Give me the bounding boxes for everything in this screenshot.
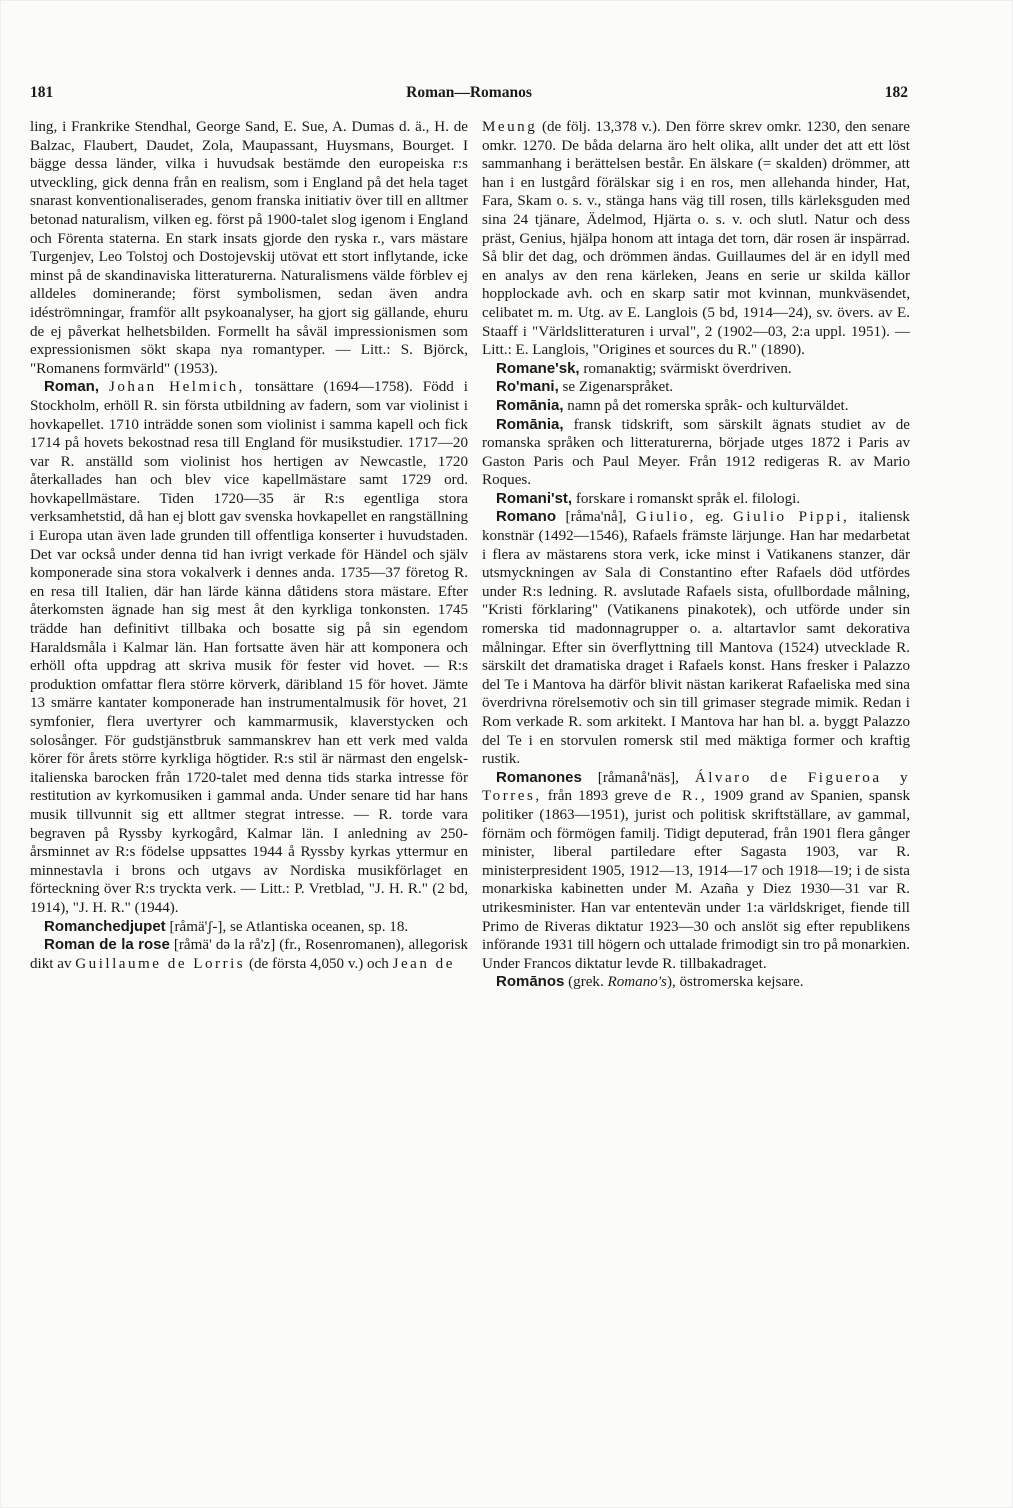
- headword: Ro'mani,: [496, 378, 559, 396]
- italic-term: Romano's: [607, 974, 667, 991]
- headword: Romano: [496, 508, 556, 526]
- article-romanones: [482, 769, 910, 974]
- article-romanist: [482, 490, 910, 509]
- article-text: [råma'nå],: [556, 509, 637, 526]
- header-title: Roman—Romanos: [406, 84, 532, 101]
- article-text: namn på det romerska språk- och kulturväldet.: [563, 397, 849, 414]
- headword: Roman,: [44, 378, 100, 396]
- headword: Romanones: [496, 768, 582, 786]
- person-name: Johan Helmich,: [108, 379, 245, 396]
- headword: Romanchedjupet: [44, 917, 166, 935]
- article-romania-2: [482, 416, 910, 490]
- article-romanos: [482, 973, 910, 992]
- article-text: [råmanå'näs],: [581, 769, 695, 786]
- article-text: forskare i romanskt språk el. filologi.: [572, 490, 801, 507]
- article-text: [råmä' də la rå'z] (fr., Rosenromanen), allegorisk dikt av: [30, 937, 468, 972]
- article-text: 1909 grand av Spanien, spansk politiker (1863—1951), jurist och politisk skriftställare, av gammal, förnäm och förmögen familj. Tidigt deputerad, från 1901 flera gånger minister, liberal partiledare efter Sagasta 1903, var R. ministerpresident 1905, 1912—13, 1914—17 och 1918—19; i de sista monarkiska kabinetten under M. Azaña y Diez 1930—31 var R. utrikesminister. Han var ententevän under 1:a världskriget, fiende till Primo de Riveras diktatur 1923—30 och anslöt sig efter republikens införande 1931 till högern och uttalade frimodigt sin tro på monarkien. Under Francos diktatur levde R. tillbakadraget.: [482, 788, 910, 972]
- person-name: Giulio Pippi,: [733, 509, 850, 526]
- article-roman-johan-helmich: [30, 378, 468, 917]
- article-text: (de första 4,050 v.) och: [245, 955, 393, 972]
- running-header: [30, 84, 908, 108]
- article-text: romanaktig; svärmiskt överdriven.: [579, 360, 792, 377]
- person-name: Giulio,: [636, 509, 696, 526]
- article-roman-de-la-rose: [30, 936, 468, 973]
- article-romano: [482, 508, 910, 768]
- article-text: tonsättare (1694—1758). Född i Stockholm, erhöll R. sin första utbildning av fadern, som var violinist i hovkapellet. 1710 inträdde sonen som violinist i samma kapell och fick 1714 på hovets bekostnad resa till England för musikstudier. 1717—20 var R. anställd som violinist hos hertigen av Newcastle, 1720 återkallades han och blev vice kapellmästare samt 1729 ord. hovkapellmästare. Tiden 1720—35 är R:s egentliga stora verksamhetstid, då han ej blott gav svenska hovkapellet en rangställning i Europa utan även lade grunden till offentliga konserter i huvudstaden. Det var också under denna tid han ivrigt verkade för Händel och själv komponerade sina stora vokalverk i dennes anda. 1735—37 företog R. en resa till Italien, där han lärde känna dåtidens stora mästare. Efter återkomsten ägnade han sig mest åt den kyrkliga tonkonsten. 1745 trädde han definitivt tillbaka och bosatte sig på sin egendom Haraldsmåla i Kalmar län. Han fortsatte även här att komponera och erhöll ofta uppdrag att skriva musik för fester vid hovet. — R:s produktion omfattar flera större körverk, däribland 15 för hovet. Jämte 13 smärre kantater komponerade han instrumentalmusik för hovet, 21 symfonier, flera uvertyrer och kammarmusik, klaverstycken och solosånger. För gudstjänstbruk sammanskrev han ett verk med valda körer för årets större kyrkliga högtider. R:s stil är närmast den engelsk-italienska barocken från 1720-talet med denna tids starka intresse för restitution av kyrkomusiken i gammal anda. Under senare tid har hans musik tillvunnit sig ett alltmer stegrat intresse. — R. torde vara begraven på Ryssby kyrkogård, Kalmar län. I anledning av 250-årsminnet av R:s födelse uppsattes 1944 å Ryssby kyrkas yttermur en minnestavla i brons och utgavs av Nordiska musikförlaget en förteckning över R:s tryckta verk. — Litt.: P. Vretblad, "J. H. R." (2 bd, 1914), "J. H. R." (1944).: [30, 379, 468, 916]
- headword: Romānia,: [496, 396, 564, 414]
- article-text: ), östromerska kejsare.: [666, 974, 804, 991]
- article-romanchedjupet: [30, 918, 468, 937]
- person-name: Jean de: [392, 955, 455, 972]
- headword: Romānia,: [496, 415, 564, 433]
- headword: Romānos: [496, 973, 565, 991]
- person-name: Meung: [482, 119, 538, 135]
- person-name: Guillaume de Lorris: [75, 955, 246, 972]
- page-number-left: 181: [30, 84, 54, 101]
- page-number-right: 182: [884, 84, 908, 101]
- headword: Romani'st,: [496, 489, 573, 507]
- article-continuation: [482, 118, 910, 360]
- person-name: de R.,: [654, 788, 708, 805]
- article-text: [råmä'ʃ-], se Atlantiska oceanen, sp. 18.: [165, 918, 409, 935]
- article-text: se Zigenarspråket.: [558, 379, 674, 396]
- person-name: Álvaro de Figueroa y Torres,: [482, 769, 911, 805]
- article-text: fransk tidskrift, som särskilt ägnats studiet av de romanska språken och litteraturerna, började utges 1872 i Paris av Gaston Paris och Paul Meyer. Från 1912 redigeras R. av Mario Roques.: [482, 416, 910, 489]
- article-continuation: ling, i Frankrike Stendhal, George Sand, E. Sue, A. Dumas d. ä., H. de Balzac, Flaubert, Daudet, Zola, Maupassant, Huysmans, Bourget. I bägge dessa länder, vilka i huvudsak bestämde den europeiska r:s utveckling, gick denna från en realism, som i England på det hela taget snarast konventionaliserades, genom franska initiativ över till en alltmer betonad naturalism, vilken eg. först på 1900-talet slog igenom i England och Förenta staterna. En stark insats gjorde den ryska r., vars mästare Turgenjev, Leo Tolstoj och Dostojevskij utövat ett stort inflytande, icke minst på de skandinaviska litteraturerna. Naturalismens välde förblev ej alldeles dominerande; först symbolismen, sedan även andra idéströmningar, framför allt psykoanalyser, ha gjort sig gällande, ehuru de ej påverkat helhetsbilden. Formellt ha såväl impressionismen som expressionismen sökt skapa nya romantyper. — Litt.: S. Björck, "Romanens formvärld" (1953).: [30, 119, 468, 377]
- headword: Romane'sk,: [496, 359, 580, 377]
- right-column: [482, 118, 910, 992]
- left-column: [30, 118, 468, 973]
- article-romania-1: [482, 397, 910, 416]
- article-text: eg.: [695, 509, 734, 526]
- article-text: från 1893 greve: [541, 788, 655, 805]
- article-romanesk: [482, 360, 910, 379]
- article-text: (grek.: [564, 974, 608, 991]
- article-text: italiensk konstnär (1492—1546), Rafaels främste lärjunge. Han har medarbetat i flera av mästarens stora verk, icke minst i Vatikanens stanzer, där utsmyckningen av Sala di Constantino efter Rafaels död utfördes under R:s ledning. R. avslutade Rafaels sista, ofullbordade målning, "Kristi förklaring" (Vatikanens pinakotek), och utförde under sin romerska tid madonnagrupper o. a. altartavlor samt dekorativa målningar. Efter sin överflyttning till Mantova (1524) utvecklade R. särskilt det dramatiska draget i Rafaels konst. Hans fresker i Palazzo del Te i Mantova ha därför blivit nästan karikerat Rafaeliska med sina överdrivna rörelsemotiv och sin till grimaser stegrade mimik. Redan i Rom verkade R. som arkitekt. I Mantova har han bl. a. byggt Palazzo del Te i en storvulen romersk stil med mäktiga former och kraftig rustik.: [482, 509, 910, 768]
- headword: Roman de la rose: [44, 936, 170, 954]
- article-romani: [482, 378, 910, 397]
- article-text: (de följ. 13,378 v.). Den förre skrev omkr. 1230, den senare omkr. 1270. De båda delarna äro helt olika, allt under det att ett löst sammanhang i berättelsen består. En älskare (= skalden) drömmer, att han i en lustgård förälskar sig i en ros, men allehanda hinder, Hat, Fara, Skam o. s. v., stänga hans väg till rosen, tills kärleksguden med sina 24 tjänare, Ädelmod, Hjärta o. s. v. och slutl. Natur och dess präst, Genius, hjälpa honom att intaga det torn, där rosen är inspärrad. Så blir det dag, och drömmen ändas. Guillaumes del är en idyll med en analys av den rena kärleken, Jeans en serie ur skilda källor hopplockade avh. och en skarp satir mot kvinnan, munkväsendet, celibatet m. m. Utg. av E. Langlois (5 bd, 1914—24), sv. övers. av E. Staaff i "Världslitteraturen i urval", 2 (1902—03, 2:a uppl. 1951). — Litt.: E. Langlois, "Origines et sources du R." (1890).: [482, 119, 910, 359]
